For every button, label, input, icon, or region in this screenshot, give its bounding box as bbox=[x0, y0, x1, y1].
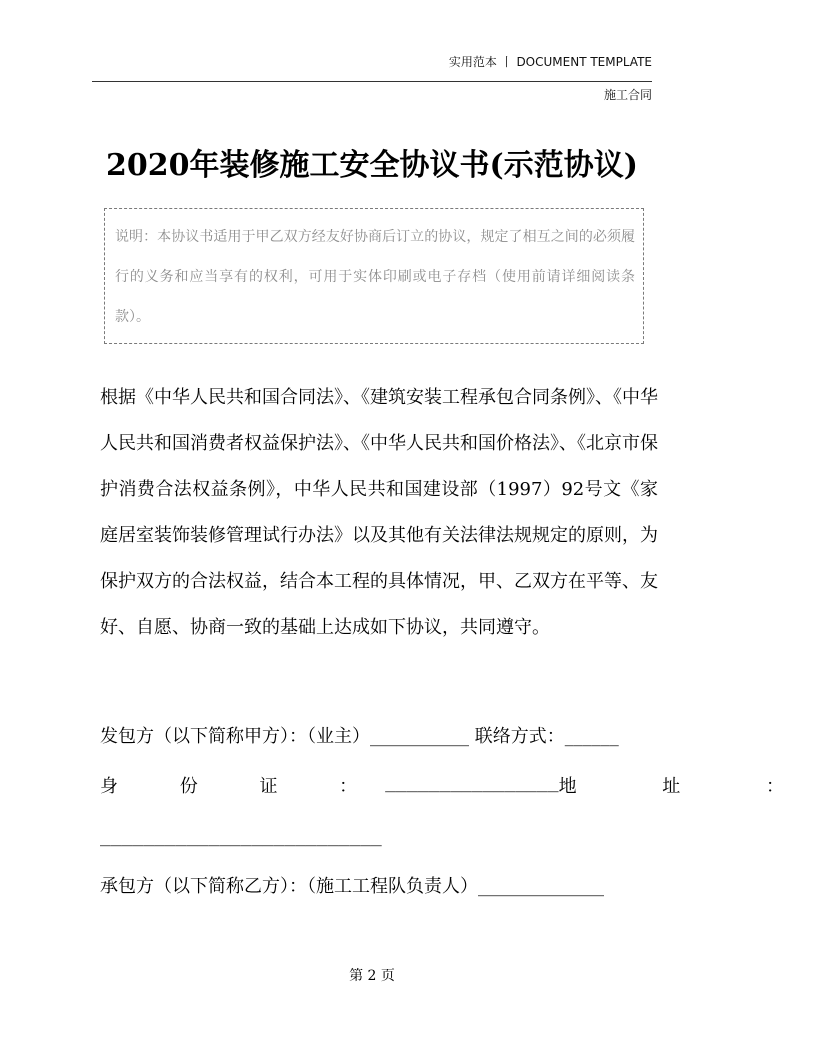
id-blank: ________________ bbox=[385, 772, 559, 793]
party-a-line: 发包方（以下简称甲方）：（业主）___________ 联络方式：______ bbox=[100, 726, 619, 747]
address-blank: __________________________ bbox=[100, 826, 382, 847]
document-template-label: 实用范本 丨 DOCUMENT TEMPLATE bbox=[448, 55, 652, 69]
address-label: 地 址 ： bbox=[558, 776, 824, 797]
page-title: 2020年装修施工安全协议书(示范协议) bbox=[106, 148, 638, 183]
note-box bbox=[104, 208, 644, 344]
id-label: 身 份 证 ： bbox=[100, 776, 386, 797]
page-number: 第 2 页 bbox=[349, 968, 395, 984]
category-label: 施工合同 bbox=[603, 88, 652, 102]
id-address-line bbox=[100, 772, 824, 798]
body-paragraph: 根据《中华人民共和国合同法》、《建筑安装工程承包合同条例》、《中华人民共和国消费者权益保护法》、《中华人民共和国价格法》、《北京市保护消费合法权益条例》，中华人民共和国建设部（1997）92号文《家庭居室装饰装修管理试行办法》以及其他有关法律法规规定的原则，为保护双方的合法权益，结合本工程的具体情况，甲、乙双方在平等、友好、自愿、协商一致的基础上达成如下协议，共同遵守。 bbox=[100, 387, 658, 638]
header-divider bbox=[92, 81, 652, 82]
party-b-line: 承包方（以下简称乙方）：（施工工程队负责人）______________ bbox=[100, 876, 604, 897]
note-text: 说明：本协议书适用于甲乙双方经友好协商后订立的协议，规定了相互之间的必须履行的义务和应当享有的权利，可用于实体印刷或电子存档（使用前请详细阅读条款）。 bbox=[115, 229, 635, 325]
